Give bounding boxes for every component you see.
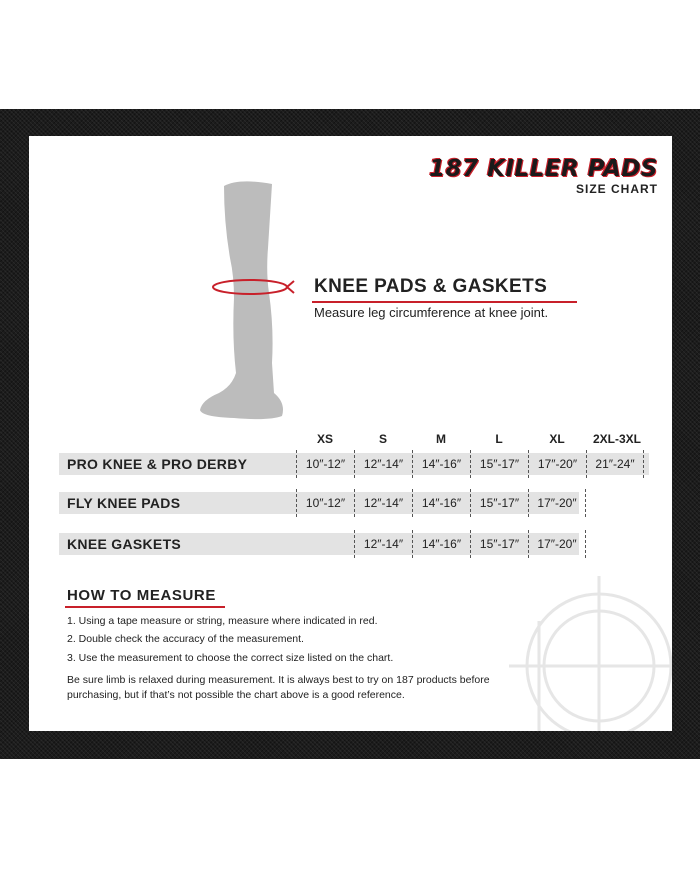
column-header-m: M [436,432,446,446]
table-cell: 17″-20″ [528,489,586,517]
column-header-s: S [378,432,387,446]
row-label-fly-knee: FLY KNEE PADS [67,495,181,511]
column-header-2xl-3xl: 2XL-3XL [592,432,641,446]
crosshair-watermark-icon [499,566,672,731]
table-cell: 12″-14″ [354,530,412,558]
measure-step-2: 2. Double check the accuracy of the measurement. [67,633,304,645]
table-cell: 10″-12″ [296,489,354,517]
title-underline [312,301,577,303]
table-cell: 15″-17″ [470,450,528,478]
table-cell: 17″-20″ [528,530,586,558]
logo-brand-text: 187 KILLER PADS [429,156,658,182]
table-cell: 10″-12″ [296,450,354,478]
table-cell: 17″-20″ [528,450,586,478]
measure-note: Be sure limb is relaxed during measurement. It is always best to try on 187 products before purchasing, but if that’s not possible the chart above is a good reference. [67,674,490,701]
how-to-measure-title: HOW TO MEASURE [67,587,216,604]
table-cell: 21″-24″ [586,450,644,478]
measure-step-1: 1. Using a tape measure or string, measure where indicated in red. [67,615,378,627]
column-header-l: L [495,432,503,446]
table-cell: 12″-14″ [354,489,412,517]
row-label-knee-gaskets: KNEE GASKETS [67,536,182,552]
table-cell: 14″-16″ [412,450,470,478]
logo-wordmark [425,156,658,182]
how-to-measure-underline [65,606,225,608]
measure-step-3: 3. Use the measurement to choose the correct size listed on the chart. [67,652,394,664]
row-label-pro-knee: PRO KNEE & PRO DERBY [67,456,248,472]
section-title: KNEE PADS & GASKETS [314,276,548,297]
logo-subtitle: SIZE CHART [576,182,658,196]
size-chart-card [29,136,672,731]
section-subtitle: Measure leg circumference at knee joint. [314,305,549,320]
brand-logo [425,156,658,196]
table-cell: 12″-14″ [354,450,412,478]
table-cell: 14″-16″ [412,489,470,517]
table-cell: 14″-16″ [412,530,470,558]
leg-illustration [194,178,304,428]
column-header-xl: XL [549,432,565,446]
table-cell: 15″-17″ [470,489,528,517]
table-cell: 15″-17″ [470,530,528,558]
column-header-xs: XS [316,432,333,446]
